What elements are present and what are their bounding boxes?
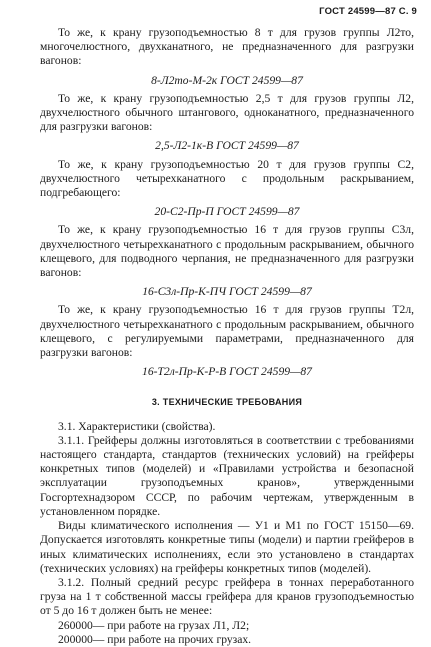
- designation-formula: 8-Л2то-М-2к ГОСТ 24599—87: [151, 73, 303, 87]
- resource-line-other: 200000— при работе на прочих грузах.: [58, 632, 252, 646]
- paragraph-climatic: Виды климатического исполнения — У1 и М1 по ГОСТ 15150—69. Допускается изготовлять конкретные типы (модели) и партии грейферов в иных климатических исполнениях, если это установлено в стандартах (технических условиях) на грейферы конкретных типов (моделей).: [40, 519, 414, 575]
- document-body: [40, 26, 414, 647]
- resource-line-l1-l2: 260000— при работе на грузах Л1, Л2;: [58, 618, 250, 632]
- clause-3-1: 3.1. Характеристики (свойства).: [58, 419, 216, 433]
- designation-formula: 20-С2-Пр-П ГОСТ 24599—87: [154, 205, 300, 219]
- designation-formula: 16-Т2л-Пр-К-Р-В ГОСТ 24599—87: [142, 365, 312, 379]
- paragraph-example-16t-s3l: То же, к крану грузоподъемностью 16 т для грузов группы С3л, двухчелюстного четырехканатного с продольным раскрыванием, обычного клещевого, для подводного черпания, не предназначенного для разгрузки вагонов:: [40, 223, 414, 280]
- paragraph-example-16t-t2l: То же, к крану грузоподъемностью 16 т для грузов группы Т2л, двухчелюстного четырехканатного с продольным раскрыванием, обычного клещевого, с регулируемыми параметрами, предназначенного для разгрузки вагонов:: [40, 303, 414, 360]
- designation-formula: 16-С3л-Пр-К-ПЧ ГОСТ 24599—87: [142, 285, 312, 299]
- clause-3-1-2: 3.1.2. Полный средний ресурс грейфера в тоннах переработанного груза на 1 т собственной массы грейфера для кранов грузоподъемностью от 5 до 16 т должен быть не менее:: [40, 575, 414, 618]
- clause-3-1-1: 3.1.1. Грейферы должны изготовляться в соответствии с требованиями настоящего стандарта, стандартов (технических условий) на грейферы конкретных типов (моделей) и «Правилами устройства и безопасной эксплуатации грузоподъемных кранов», утвержденными Госгортехнадзором СССР, по рабочим чертежам, утвержденным в установленном порядке.: [40, 433, 414, 518]
- page-header: ГОСТ 24599—87 С. 9: [319, 6, 417, 17]
- designation-formula: 2,5-Л2-1к-В ГОСТ 24599—87: [155, 139, 299, 153]
- paragraph-example-2-5t: То же, к крану грузоподъемностью 2,5 т для грузов группы Л2, двухчелюстного обычного штангового, одноканатного, предназначенного для разгрузки вагонов:: [40, 91, 414, 134]
- paragraph-example-8t: То же, к крану грузоподъемностью 8 т для грузов группы Л2то, многочелюстного, двухканатного, не предназначенного для разгрузки вагонов:: [40, 26, 414, 68]
- section-title: 3. ТЕХНИЧЕСКИЕ ТРЕБОВАНИЯ: [151, 397, 303, 408]
- paragraph-example-20t: То же, к крану грузоподъемностью 20 т для грузов группы С2, двухчелюстного четырехканатного с продольным раскрыванием, подгребающего:: [40, 157, 414, 200]
